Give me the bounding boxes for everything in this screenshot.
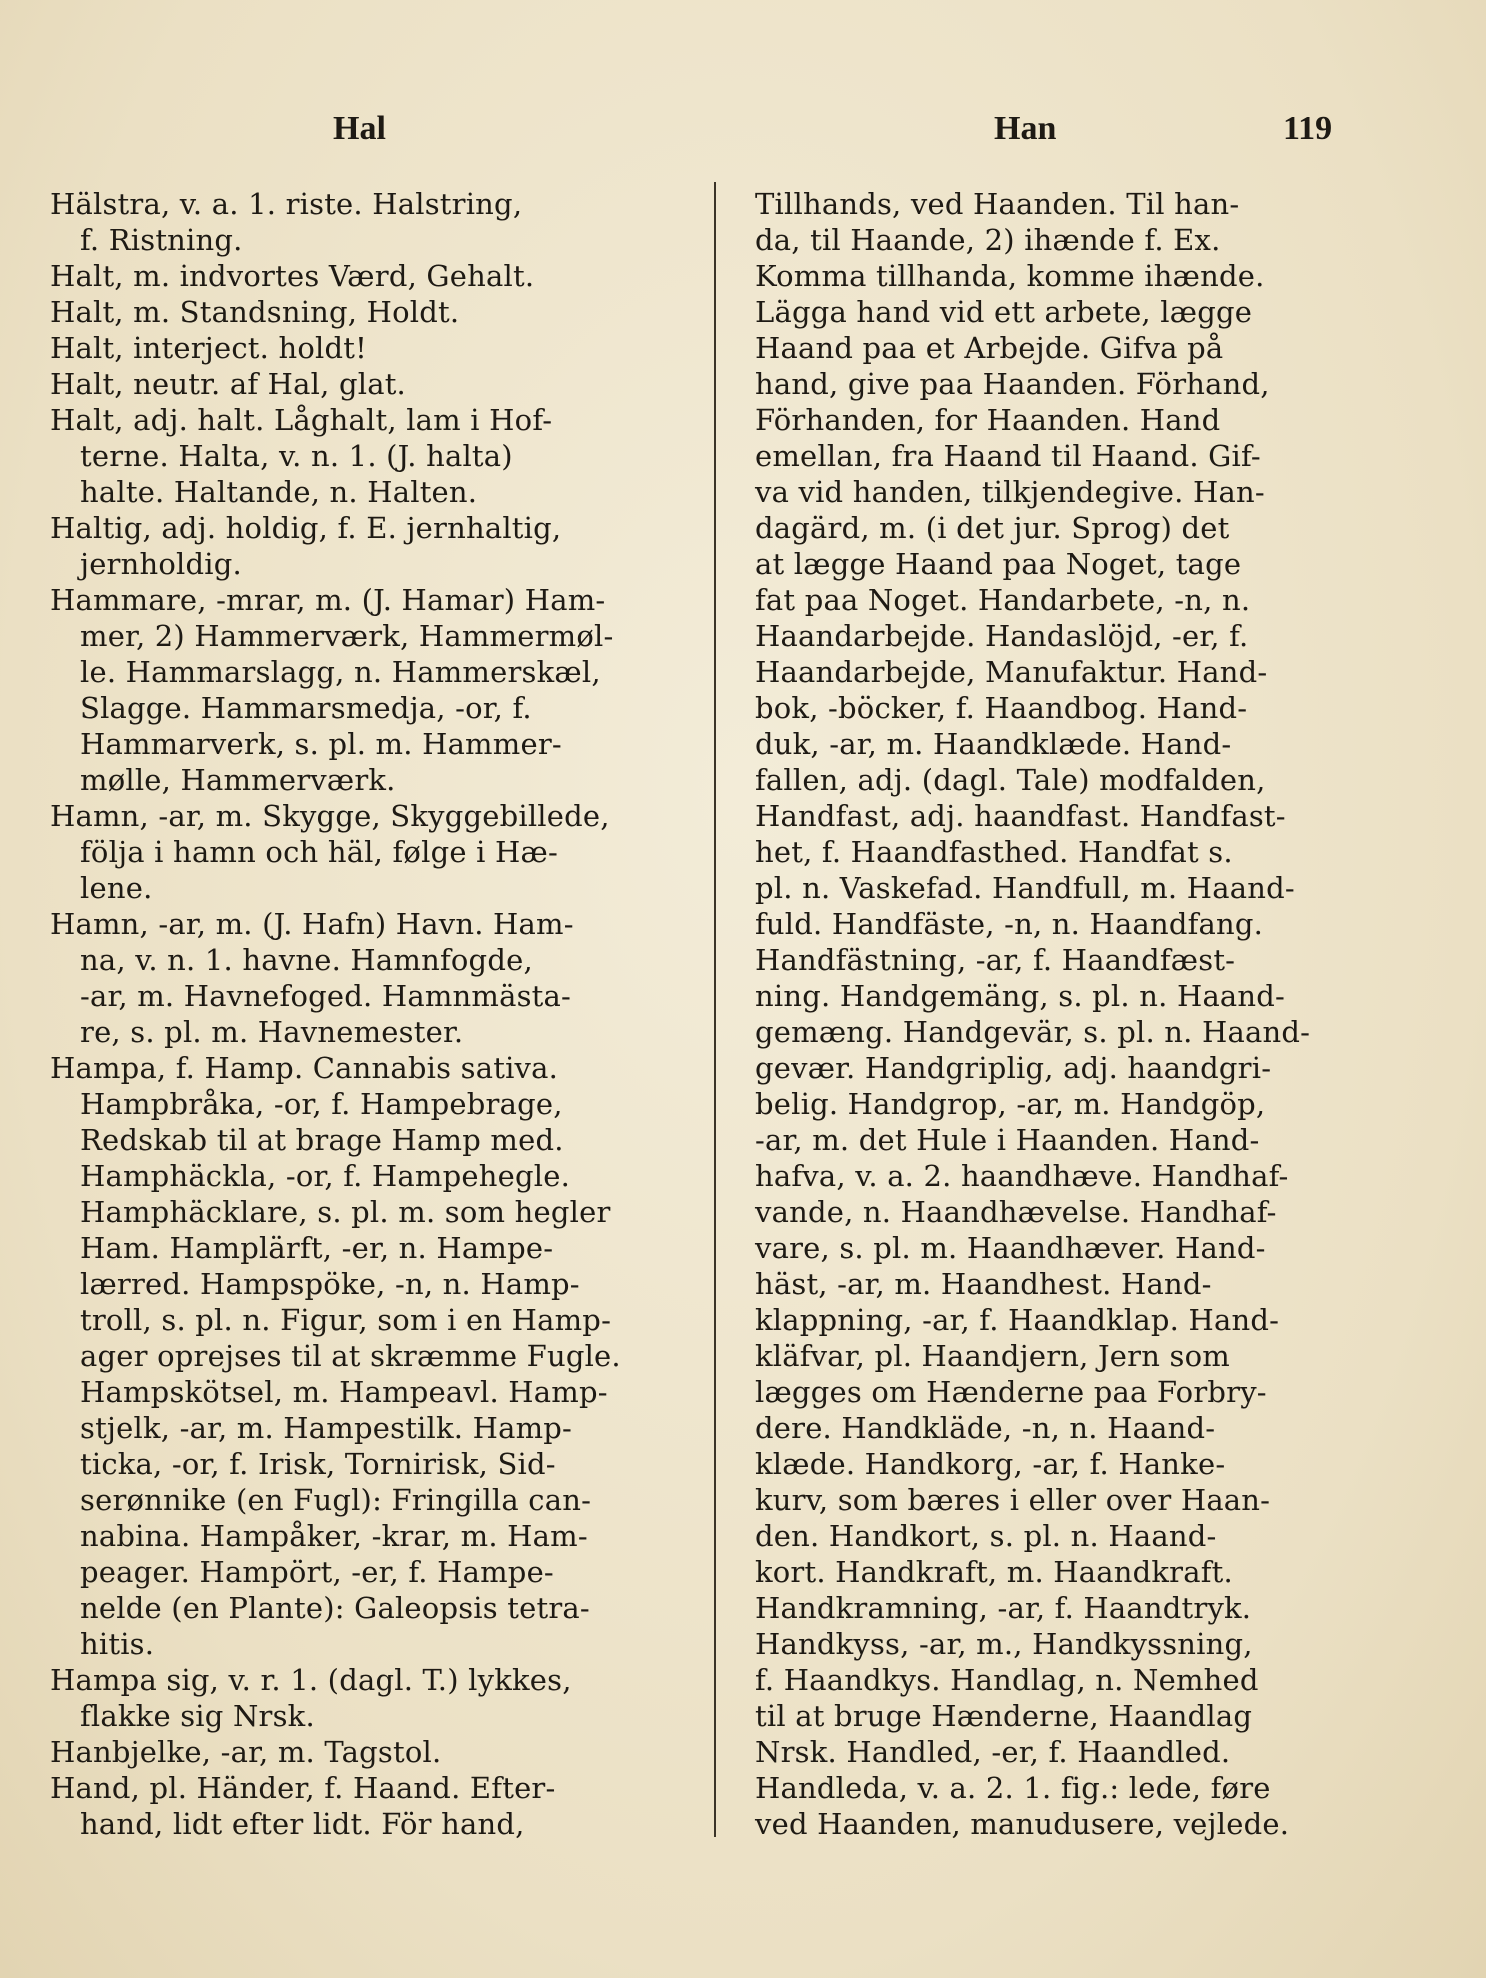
page-number: 119 [1283,110,1333,147]
entry-line: kurv, som bæres i eller over Haan- [755,1483,1271,1517]
entry-line: Handkyss, -ar, m., Handkyssning, [755,1627,1253,1661]
entry-line: -ar, m. det Hule i Haanden. Hand- [755,1123,1260,1157]
entry-line: halte. Haltande, n. Halten. [80,475,478,509]
entry-line: Halt, adj. halt. Låghalt, lam i Hof- [50,403,553,437]
entry-line: het, f. Haandfasthed. Handfat s. [755,835,1233,869]
entry-line: Handleda, v. a. 2. 1. fig.: lede, føre [755,1771,1271,1805]
entry-line: den. Handkort, s. pl. n. Haand- [755,1519,1217,1553]
entry-line: Handkramning, -ar, f. Haandtryk. [755,1591,1252,1625]
entry-line: troll, s. pl. n. Figur, som i en Hamp- [80,1303,612,1337]
entry-line: Komma tillhanda, komme ihænde. [755,259,1265,293]
entry-line: Ham. Hamplärft, -er, n. Hampe- [80,1231,554,1265]
entry-line: Slagge. Hammarsmedja, -or, f. [80,691,532,725]
running-head-left: Hal [333,110,386,147]
entry-line: hitis. [80,1627,155,1661]
entry-line: nelde (en Plante): Galeopsis tetra- [80,1591,590,1625]
entry-line: mer, 2) Hammerværk, Hammermøl- [80,619,614,653]
entry-line: -ar, m. Havnefoged. Hamnmästa- [80,979,572,1013]
column-divider [714,182,716,1837]
entry-line: nabina. Hampåker, -krar, m. Ham- [80,1519,588,1553]
entry-line: Halt, interject. holdt! [50,331,367,365]
entry-line: Hampa, f. Hamp. Cannabis sativa. [50,1051,559,1085]
entry-line: Hälstra, v. a. 1. riste. Halstring, [50,187,523,221]
entry-line: duk, -ar, m. Haandklæde. Hand- [755,727,1232,761]
entry-line: lægges om Hænderne paa Forbry- [755,1375,1267,1409]
entry-line: vare, s. pl. m. Haandhæver. Hand- [755,1231,1266,1265]
entry-line: hand, give paa Haanden. Förhand, [755,367,1270,401]
entry-line: Haltig, adj. holdig, f. E. jernhaltig, [50,511,562,545]
entry-line: klæde. Handkorg, -ar, f. Hanke- [755,1447,1226,1481]
left-column [50,186,700,1842]
entry-line: jernholdig. [80,547,242,581]
entry-line: Hamphäckla, -or, f. Hampehegle. [80,1159,570,1193]
entry-line: hand, lidt efter lidt. För hand, [80,1807,525,1841]
entry-line: Hamphäcklare, s. pl. m. som hegler [80,1195,611,1229]
entry-line: f. Haandkys. Handlag, n. Nemhed [755,1663,1259,1697]
entry-line: fat paa Noget. Handarbete, -n, n. [755,583,1251,617]
entry-line: Halt, m. Standsning, Holdt. [50,295,460,329]
entry-line: emellan, fra Haand til Haand. Gif- [755,439,1261,473]
entry-line: följa i hamn och häl, følge i Hæ- [80,835,558,869]
entry-line: flakke sig Nrsk. [80,1699,315,1733]
entry-line: Redskab til at brage Hamp med. [80,1123,564,1157]
entry-line: häst, -ar, m. Haandhest. Hand- [755,1267,1212,1301]
entry-line: at lægge Haand paa Noget, tage [755,547,1242,581]
entry-line: Hanbjelke, -ar, m. Tagstol. [50,1735,442,1769]
entry-line: ticka, -or, f. Irisk, Tornirisk, Sid- [80,1447,556,1481]
entry-line: Nrsk. Handled, -er, f. Haandled. [755,1735,1231,1769]
entry-line: lærred. Hampspöke, -n, n. Hamp- [80,1267,580,1301]
entry-line: hafva, v. a. 2. haandhæve. Handhaf- [755,1159,1289,1193]
entry-line: ning. Handgemäng, s. pl. n. Haand- [755,979,1286,1013]
entry-line: Haandarbejde, Manufaktur. Hand- [755,655,1268,689]
entry-line: dagärd, m. (i det jur. Sprog) det [755,511,1230,545]
entry-line: le. Hammarslagg, n. Hammerskæl, [80,655,601,689]
running-head-center: Han [994,110,1057,147]
entry-line: va vid handen, tilkjendegive. Han- [755,475,1265,509]
entry-line: Hampa sig, v. r. 1. (dagl. T.) lykkes, [50,1663,572,1697]
entry-line: klappning, -ar, f. Haandklap. Hand- [755,1303,1280,1337]
entry-line: Hampskötsel, m. Hampeavl. Hamp- [80,1375,608,1409]
entry-line: terne. Halta, v. n. 1. (J. halta) [80,439,513,473]
entry-line: Tillhands, ved Haanden. Til han- [755,187,1240,221]
entry-line: Hand, pl. Händer, f. Haand. Efter- [50,1771,556,1805]
entry-line: Förhanden, for Haanden. Hand [755,403,1221,437]
entry-line: gevær. Handgriplig, adj. haandgri- [755,1051,1272,1085]
entry-line: na, v. n. 1. havne. Hamnfogde, [80,943,533,977]
entry-line: stjelk, -ar, m. Hampestilk. Hamp- [80,1411,573,1445]
entry-line: gemæng. Handgevär, s. pl. n. Haand- [755,1015,1311,1049]
entry-line: ager oprejses til at skræmme Fugle. [80,1339,621,1373]
entry-line: Hamn, -ar, m. Skygge, Skyggebillede, [50,799,610,833]
entry-line: f. Ristning. [80,223,243,257]
entry-line: vande, n. Haandhævelse. Handhaf- [755,1195,1277,1229]
right-column [755,186,1375,1842]
entry-line: bok, -böcker, f. Haandbog. Hand- [755,691,1248,725]
entry-line: Hammarverk, s. pl. m. Hammer- [80,727,562,761]
entry-line: Halt, m. indvortes Værd, Gehalt. [50,259,535,293]
entry-line: mølle, Hammerværk. [80,763,396,797]
entry-line: belig. Handgrop, -ar, m. Handgöp, [755,1087,1266,1121]
entry-line: fuld. Handfäste, -n, n. Haandfang. [755,907,1264,941]
entry-line: ved Haanden, manudusere, vejlede. [755,1807,1290,1841]
entry-line: pl. n. Vaskefad. Handfull, m. Haand- [755,871,1295,905]
entry-line: re, s. pl. m. Havnemester. [80,1015,464,1049]
entry-line: da, til Haande, 2) ihænde f. Ex. [755,223,1221,257]
entry-line: Handfast, adj. haandfast. Handfast- [755,799,1286,833]
entry-line: til at bruge Hænderne, Haandlag [755,1699,1253,1733]
entry-line: fallen, adj. (dagl. Tale) modfalden, [755,763,1266,797]
entry-line: lene. [80,871,153,905]
entry-line: serønnike (en Fugl): Fringilla can- [80,1483,592,1517]
entry-line: Halt, neutr. af Hal, glat. [50,367,406,401]
entry-line: Haandarbejde. Handaslöjd, -er, f. [755,619,1249,653]
entry-line: kläfvar, pl. Haandjern, Jern som [755,1339,1230,1373]
entry-line: Hammare, -mrar, m. (J. Hamar) Ham- [50,583,606,617]
entry-line: Hamn, -ar, m. (J. Hafn) Havn. Ham- [50,907,574,941]
entry-line: Lägga hand vid ett arbete, lægge [755,295,1253,329]
entry-line: peager. Hampört, -er, f. Hampe- [80,1555,554,1589]
entry-line: dere. Handkläde, -n, n. Haand- [755,1411,1216,1445]
entry-line: Handfästning, -ar, f. Haandfæst- [755,943,1236,977]
entry-line: kort. Handkraft, m. Haandkraft. [755,1555,1233,1589]
entry-line: Haand paa et Arbejde. Gifva på [755,331,1224,365]
entry-line: Hampbråka, -or, f. Hampebrage, [80,1087,563,1121]
